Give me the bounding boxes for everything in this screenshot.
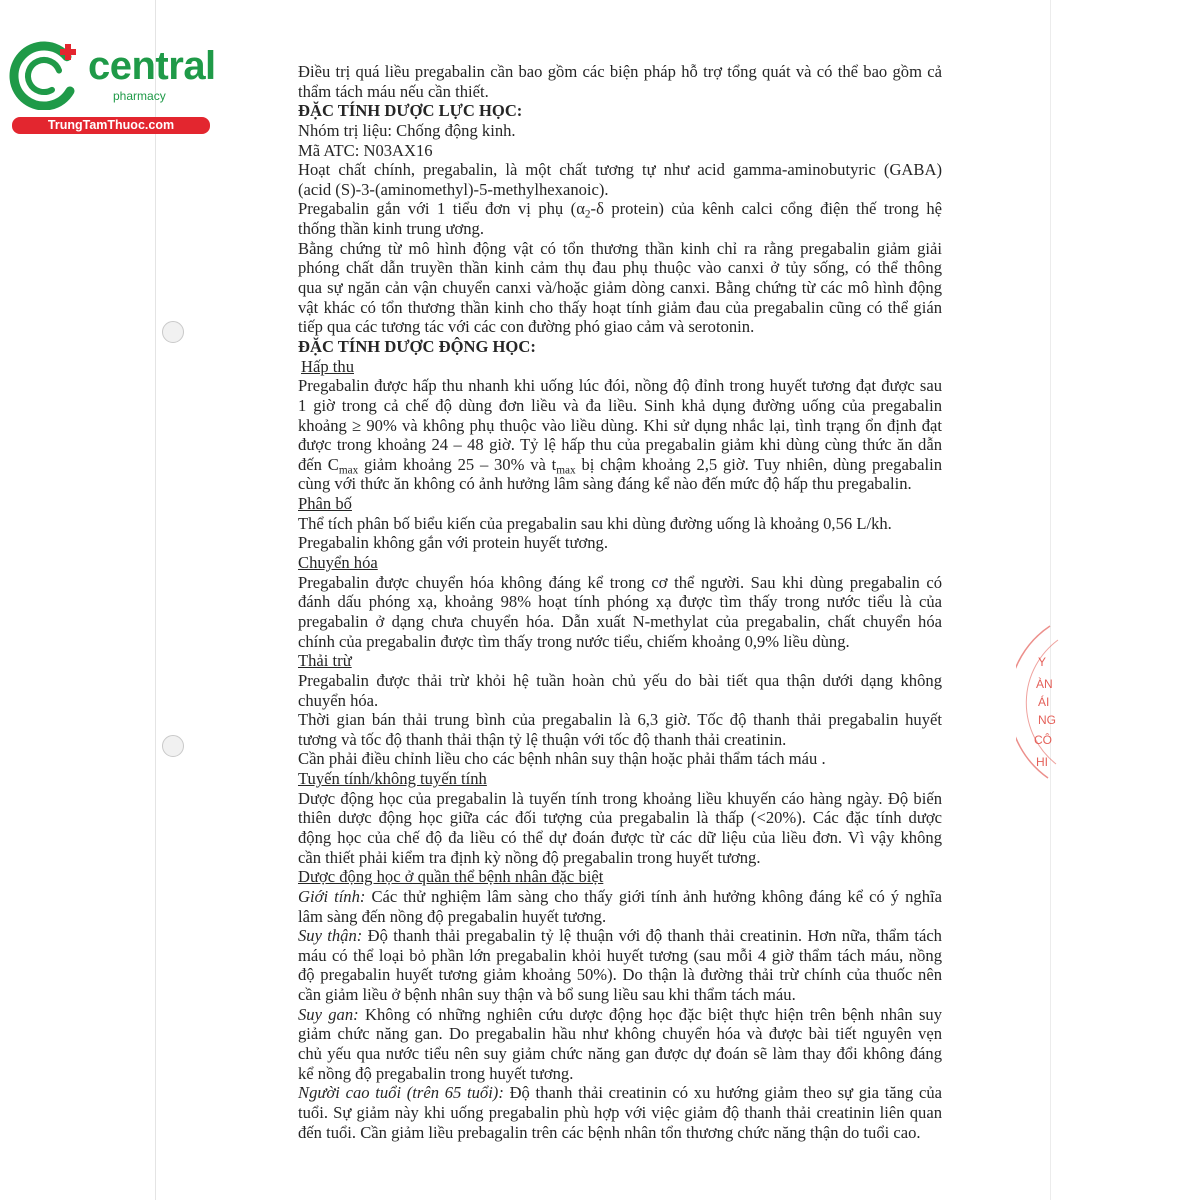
subscript: max	[556, 464, 576, 477]
stamp-letter: ÁI	[1038, 695, 1050, 709]
body-line: Dược động học của pregabalin là tuyến tính trong khoảng liều khuyến cáo hàng ngày. Độ biến	[298, 788, 942, 808]
logo-tagline: pharmacy	[113, 89, 166, 103]
stamp-letter: CÔ	[1034, 733, 1052, 747]
cross-in-c-icon	[8, 38, 80, 110]
section-heading: ĐẶC TÍNH DƯỢC LỰC HỌC:	[298, 101, 523, 121]
body-line: Điều trị quá liều pregabalin cần bao gồm các biện pháp hỗ trợ tổng quát và có thể bao gồm cả	[298, 62, 942, 81]
body-line: độ pregabalin huyết tương giảm khoảng 50%). Do thận là đường thải trừ chính của thuốc nên	[298, 965, 942, 985]
text-segment: đến C	[298, 454, 339, 474]
body-line: giảm chức năng gan. Do pregabalin hầu như không chuyển hóa và được bài tiết nguyên vẹn	[298, 1024, 942, 1044]
body-line: chủ yếu qua nước tiểu nên suy giảm chức năng gan được dự đoán sẽ làm thay đổi không đáng	[298, 1044, 942, 1064]
body-line: Mã ATC: N03AX16	[298, 140, 433, 160]
subscript: max	[338, 464, 359, 477]
body-line: khoảng ≥ 90% và không phụ thuộc vào liều dùng. Khi sử dụng nhắc lại, tình trạng ổn định đạt	[298, 415, 942, 435]
body-line: Bằng chứng từ mô hình động vật có tổn thương thần kinh chỉ ra rằng pregabalin giảm giải	[298, 238, 942, 258]
stamp-letter: ÀN	[1036, 677, 1053, 691]
body-line: tuổi. Sự giảm này khi uống pregabalin phù hợp với việc giảm độ thanh thải creatinin liên quan	[298, 1102, 942, 1122]
subsection-title-text: Chuyển hóa	[298, 553, 378, 573]
body-line: Thể tích phân bố biểu kiến của pregabalin sau khi dùng đường uống là khoảng 0,56 L/kh.	[298, 513, 892, 533]
body-line: máu có thể loại bỏ phần lớn pregabalin khỏi huyết tương (sau mỗi 4 giờ thẩm tách máu, nồng	[298, 945, 942, 965]
punch-hole	[162, 321, 184, 343]
body-line: 1 giờ trong cả chế độ dùng đơn liều và đa liều. Sinh khả dụng đường uống của pregabalin	[298, 395, 942, 415]
body-line: tương và tốc độ thanh thải thận tỷ lệ thuận với tốc độ thanh thải creatinin.	[298, 729, 787, 749]
body-line: thiên dược động học giữa các đối tượng của pregabalin là thấp (<20%). Các đặc tính dược	[298, 808, 942, 828]
body-line: được trong khoảng 24 – 48 giờ. Tỷ lệ hấp thu của pregabalin giảm khi dùng cùng thức ăn dẫn	[298, 435, 942, 455]
text-segment: Pregabalin gắn với 1 tiểu đơn vị phụ (α	[298, 199, 585, 219]
pharmacy-logo	[0, 0, 220, 140]
document-body	[298, 62, 942, 1142]
population-label: Người cao tuổi (trên 65 tuổi):	[298, 1083, 504, 1103]
subscript: 2	[584, 208, 591, 221]
body-line: cần thiết phải kiểm tra định kỳ nồng độ pregabalin trong huyết tương.	[298, 847, 761, 867]
population-label: Suy gan:	[298, 1004, 359, 1024]
subsection-title-text: Thải trừ	[298, 651, 352, 671]
body-line: thẩm tách máu nếu cần thiết.	[298, 81, 489, 101]
punch-hole	[162, 735, 184, 757]
text-segment: Không có những nghiên cứu dược động học đặc biệt thực hiện trên bệnh nhân suy	[365, 1004, 943, 1024]
body-line: cần giảm liều ở bệnh nhân suy thận và bổ sung liều sau khi thẩm tách máu.	[298, 985, 796, 1005]
body-line: Thời gian bán thải trung bình của pregabalin là 6,3 giờ. Tốc độ thanh thải pregabalin huyết	[298, 710, 942, 730]
subsection-title	[298, 494, 942, 514]
body-line: chính của pregabalin được tìm thấy trong nước tiểu, chiếm khoảng 0,9% liều dùng.	[298, 631, 850, 651]
body-line: tiếp qua các tương tác với các con đường phó giao cảm và serotonin.	[298, 317, 755, 337]
text-segment: Độ thanh thải creatinin có xu hướng giảm theo sự gia tăng của	[509, 1083, 942, 1103]
body-line: vật khác có tổn thương thần kinh cho thấy hoạt tính giảm đau của pregabalin cũng có thể gián	[298, 297, 942, 317]
body-line: Pregabalin không gắn với protein huyết tương.	[298, 533, 608, 553]
body-line: Nhóm trị liệu: Chống động kinh.	[298, 120, 516, 140]
stamp-letter: HI	[1036, 755, 1048, 769]
body-line: chuyển hóa.	[298, 690, 379, 710]
red-stamp	[1016, 622, 1060, 782]
population-label: Giới tính:	[298, 886, 366, 906]
body-line: Cần phải điều chỉnh liều cho các bệnh nhân suy thận hoặc phải thẩm tách máu .	[298, 749, 826, 769]
stamp-letter: NG	[1038, 713, 1056, 727]
subsection-title-text: Hấp thu	[301, 356, 354, 376]
subsection-title	[298, 553, 942, 573]
text-segment: Độ thanh thải pregabalin tỷ lệ thuận với độ thanh thải creatinin. Hơn nữa, thẩm tách	[367, 926, 942, 946]
body-line: cùng với thức ăn không có ảnh hưởng lâm sàng đáng kể nào đến mức độ hấp thu pregabalin.	[298, 474, 912, 494]
text-segment: giảm khoảng 25 – 30% và t	[358, 454, 557, 474]
body-line: Hoạt chất chính, pregabalin, là một chất tương tự như acid gamma-aminobutyric (GABA)	[298, 160, 942, 180]
body-line: (acid (S)-3-(aminomethyl)-5-methylhexanoic).	[298, 179, 609, 199]
subsection-title	[298, 769, 942, 789]
body-line: đến tuổi. Cần giảm liều prebagalin trên các bệnh nhân tổn thương chức năng thận do tuổi cao.	[298, 1122, 921, 1142]
body-line	[298, 199, 942, 219]
body-line: Pregabalin được thải trừ khỏi hệ tuần hoàn chủ yếu do bài tiết qua thận dưới dạng không	[298, 670, 942, 690]
body-line: thống thần kinh trung ương.	[298, 219, 484, 239]
body-line: động học của chế độ đa liều có thể dự đoán được từ các dữ liệu của liều đơn. Vì vậy không	[298, 827, 942, 847]
body-line	[298, 455, 942, 475]
subsection-title-text: Phân bố	[298, 494, 352, 514]
body-line: Pregabalin được hấp thu nhanh khi uống lúc đói, nồng độ đỉnh trong huyết tương đạt được sau	[298, 376, 942, 396]
body-line: lâm sàng đến nồng độ pregabalin huyết tương.	[298, 906, 607, 926]
text-segment: bị chậm khoảng 2,5 giờ. Tuy nhiên, dùng pregabalin	[575, 454, 942, 474]
logo-brand-name: central	[88, 44, 216, 88]
subsection-title-text: Dược động học ở quần thể bệnh nhân đặc biệt	[298, 867, 604, 887]
body-line: pregabalin ở dạng chưa chuyển hóa. Dẫn xuất N-methylat của pregabalin, chất chuyển hóa	[298, 611, 942, 631]
section-heading: ĐẶC TÍNH DƯỢC ĐỘNG HỌC:	[298, 336, 536, 356]
body-line: kể nồng độ pregabalin trong huyết tương.	[298, 1063, 574, 1083]
body-line: phóng chất dẫn truyền thần kinh cảm thụ đau phụ thuộc vào canxi ở tủy sống, có thể thông	[298, 258, 942, 278]
subsection-title	[298, 867, 942, 887]
body-line: qua sự ngăn cản vận chuyển canxi và/hoặc giảm dòng canxi. Bằng chứng từ các mô hình động	[298, 278, 942, 298]
body-line: đánh dấu phóng xạ, khoảng 98% hoạt tính phóng xạ được tìm thấy trong nước tiểu là của	[298, 592, 942, 612]
body-line: Pregabalin được chuyển hóa không đáng kể trong cơ thể người. Sau khi dùng pregabalin có	[298, 572, 942, 592]
stamp-letter: Y	[1038, 655, 1047, 669]
body-line	[298, 926, 942, 946]
subsection-title	[298, 357, 942, 377]
body-line	[298, 1005, 942, 1025]
body-line	[298, 1083, 942, 1103]
subsection-title-text: Tuyến tính/không tuyến tính	[298, 769, 487, 789]
logo-site-banner: TrungTamThuoc.com	[12, 117, 210, 134]
subsection-title	[298, 651, 942, 671]
population-label: Suy thận:	[298, 926, 363, 946]
text-segment: -δ protein) của kênh calci cổng điện thế trong hệ	[590, 199, 943, 219]
body-line	[298, 887, 942, 907]
text-segment: Các thử nghiệm lâm sàng cho thấy giới tính ảnh hưởng không đáng kể có ý nghĩa	[371, 886, 942, 906]
